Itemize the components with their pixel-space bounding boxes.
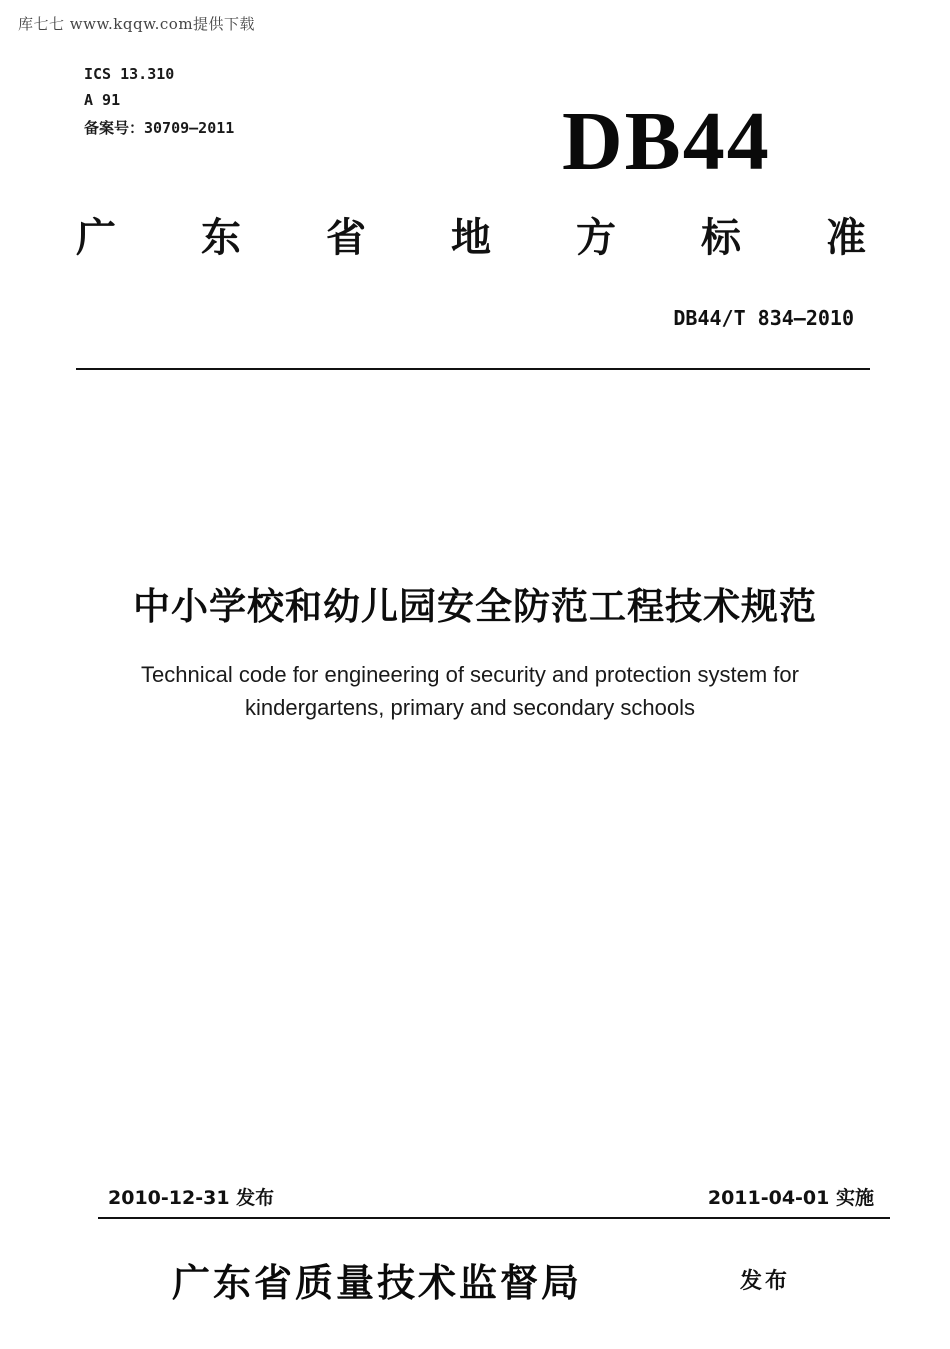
document-title-zh: 中小学校和幼儿园安全防范工程技术规范: [133, 585, 817, 628]
publisher-name: 广东省质量技术监督局: [172, 1260, 583, 1305]
standard-type-char: 省: [326, 214, 366, 261]
issue-date: 2010-12-31 发布: [108, 1187, 275, 1209]
implementation-date: 2011-04-01 实施: [707, 1187, 874, 1209]
document-title-en-line2: kindergartens, primary and secondary schools: [244, 695, 695, 720]
standard-type-char: 广: [76, 214, 116, 261]
standard-type-heading: [76, 214, 866, 261]
standard-number: DB44/T 834—2010: [673, 306, 854, 330]
top-divider: [76, 368, 870, 370]
ics-code: ICS 13.310: [84, 65, 175, 83]
publisher-action: 发布: [740, 1268, 791, 1294]
standard-type-char: 准: [826, 214, 866, 261]
bottom-divider: [98, 1217, 890, 1219]
standard-type-char: 东: [201, 214, 241, 261]
standard-type-char: 标: [701, 214, 741, 261]
category-code: A 91: [84, 91, 121, 109]
standard-type-char: 地: [451, 214, 491, 261]
watermark-text: 库七七 www.kqqw.com提供下载: [18, 15, 256, 33]
filing-number: 备案号：30709—2011: [84, 119, 235, 137]
db44-logo: DB44: [562, 95, 771, 188]
document-title-en-line1: Technical code for engineering of security and protection system for: [141, 662, 799, 687]
standard-type-char: 方: [576, 214, 616, 261]
